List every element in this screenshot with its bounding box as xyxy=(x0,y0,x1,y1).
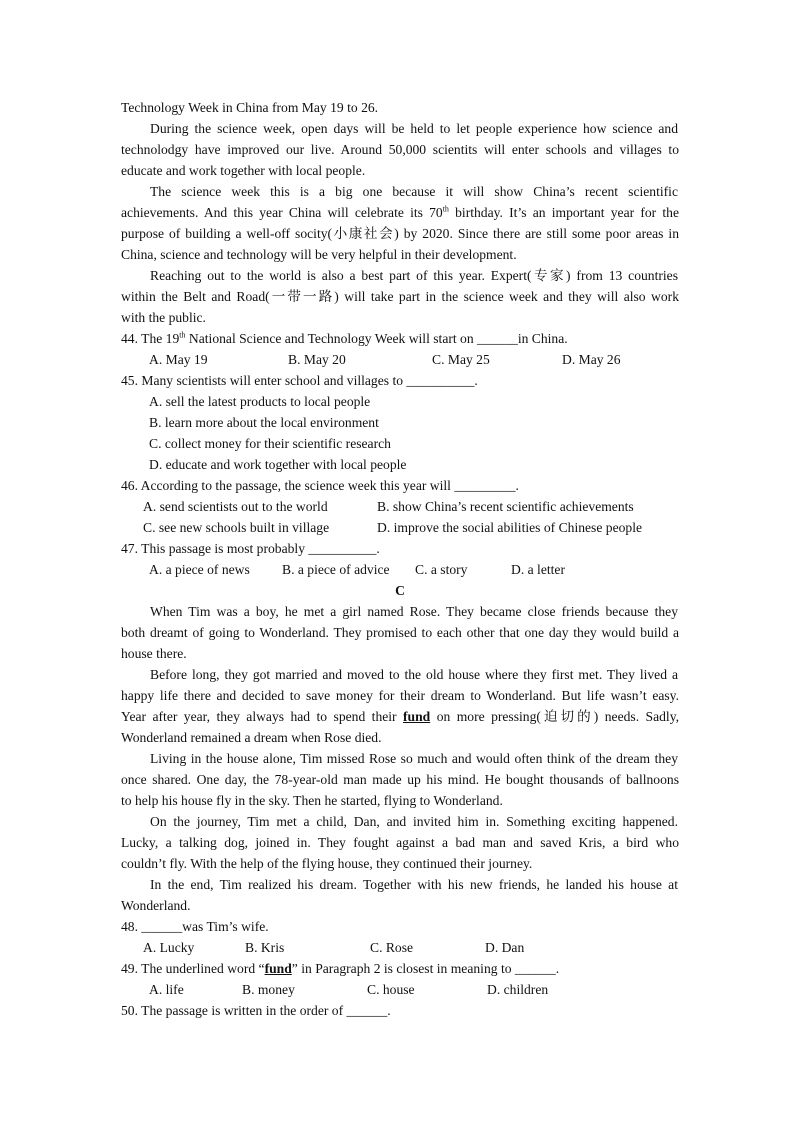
question-49-option-a: A. life xyxy=(149,982,184,997)
passage-b-line: Technology Week in China from May 19 to 26. xyxy=(121,100,379,115)
passage-c-line: couldn’t fly. With the help of the flying house, they continued their journey. xyxy=(121,856,533,871)
passage-c-line: Wonderland. xyxy=(121,898,191,913)
passage-c-heading: C xyxy=(395,583,405,598)
question-48-option-b: B. Kris xyxy=(245,940,285,955)
passage-c-line: Living in the house alone, Tim missed Rose so much and would often think of the dream they xyxy=(150,751,678,766)
question-44-option-b: B. May 20 xyxy=(288,352,346,367)
question-48-option-c: C. Rose xyxy=(370,940,414,955)
question-47-stem: 47. This passage is most probably __________. xyxy=(121,541,380,556)
question-48-option-d: D. Dan xyxy=(485,940,525,955)
question-46-option-c: C. see new schools built in village xyxy=(143,520,330,535)
passage-c-line: happy life there and decided to save money for their dream to Wonderland. But life wasn’t easy. xyxy=(121,688,679,703)
passage-c-line: Year after year, they always had to spend their fund on more pressing(迫切的) needs. Sadly, xyxy=(121,709,680,724)
passage-c-line: house there. xyxy=(121,646,187,661)
passage-b-line: with the public. xyxy=(121,310,206,325)
passage-b-line: China, science and technology will be very helpful in their development. xyxy=(121,247,517,262)
question-49-stem: 49. The underlined word “fund” in Paragraph 2 is closest in meaning to ______. xyxy=(121,961,560,976)
passage-b-line: The science week this is a big one because it will show China’s recent scientific xyxy=(150,184,678,199)
passage-b-line: During the science week, open days will be held to let people experience how science and xyxy=(150,121,678,136)
question-44-option-c: C. May 25 xyxy=(432,352,490,367)
passage-c-line: In the end, Tim realized his dream. Together with his new friends, he landed his house at xyxy=(150,877,678,892)
question-45-option-a: A. sell the latest products to local people xyxy=(149,394,371,409)
question-44-stem: 44. The 19th National Science and Technology Week will start on ______in China. xyxy=(121,330,568,346)
question-50-stem: 50. The passage is written in the order of ______. xyxy=(121,1003,391,1018)
question-46-stem: 46. According to the passage, the science week this year will _________. xyxy=(121,478,519,493)
passage-c-line: On the journey, Tim met a child, Dan, and invited him in. Something exciting happened. xyxy=(150,814,678,829)
question-45-option-d: D. educate and work together with local people xyxy=(149,457,407,472)
underlined-word-fund: fund xyxy=(403,709,431,724)
underlined-word-fund: fund xyxy=(264,961,292,976)
question-49-option-c: C. house xyxy=(367,982,415,997)
question-48-option-a: A. Lucky xyxy=(143,940,195,955)
passage-b-line: within the Belt and Road(一带一路) will take part in the science week and they will also work xyxy=(121,289,679,304)
question-45-option-b: B. learn more about the local environment xyxy=(149,415,379,430)
passage-c-line: to help his house fly in the sky. Then he started, flying to Wonderland. xyxy=(121,793,503,808)
passage-b-line: technolodgy have improved our live. Around 50,000 scientits will enter schools and villages to xyxy=(121,142,679,157)
passage-b-line: Reaching out to the world is also a best part of this year. Expert(专家) from 13 countries xyxy=(150,268,678,283)
passage-b-line: educate and work together with local people. xyxy=(121,163,366,178)
passage-b-line: purpose of building a well-off socity(小康社会) by 2020. Since there are still some poor areas in xyxy=(121,226,679,241)
passage-c-line: Wonderland remained a dream when Rose died. xyxy=(121,730,382,745)
question-47-option-b: B. a piece of advice xyxy=(282,562,390,577)
passage-b-line: achievements. And this year China will celebrate its 70th birthday. It’s an important year for the xyxy=(121,204,679,220)
passage-c-line: once shared. One day, the 78-year-old man made up his mind. He bought thousands of ballnoons xyxy=(121,772,679,787)
question-45-option-c: C. collect money for their scientific research xyxy=(149,436,391,451)
question-44-option-a: A. May 19 xyxy=(149,352,208,367)
passage-c-line: Lucky, a talking dog, joined in. They fought against a bad man and saved Kris, a bird who xyxy=(121,835,679,850)
question-46-option-d: D. improve the social abilities of Chinese people xyxy=(377,520,643,535)
question-47-option-c: C. a story xyxy=(415,562,468,577)
question-45-stem: 45. Many scientists will enter school and villages to __________. xyxy=(121,373,478,388)
question-47-option-d: D. a letter xyxy=(511,562,565,577)
passage-c-line: both dreamt of going to Wonderland. They promised to each other that one day they would build a xyxy=(121,625,679,640)
passage-c-line: Before long, they got married and moved to the old house where they first met. They lived a xyxy=(150,667,678,682)
question-48-stem: 48. ______was Tim’s wife. xyxy=(121,919,269,934)
question-46-option-b: B. show China’s recent scientific achievements xyxy=(377,499,634,514)
question-44-option-d: D. May 26 xyxy=(562,352,621,367)
question-47-option-a: A. a piece of news xyxy=(149,562,250,577)
question-49-option-d: D. children xyxy=(487,982,549,997)
question-49-option-b: B. money xyxy=(242,982,295,997)
question-46-option-a: A. send scientists out to the world xyxy=(143,499,328,514)
passage-c-line: When Tim was a boy, he met a girl named Rose. They became close friends because they xyxy=(150,604,678,619)
